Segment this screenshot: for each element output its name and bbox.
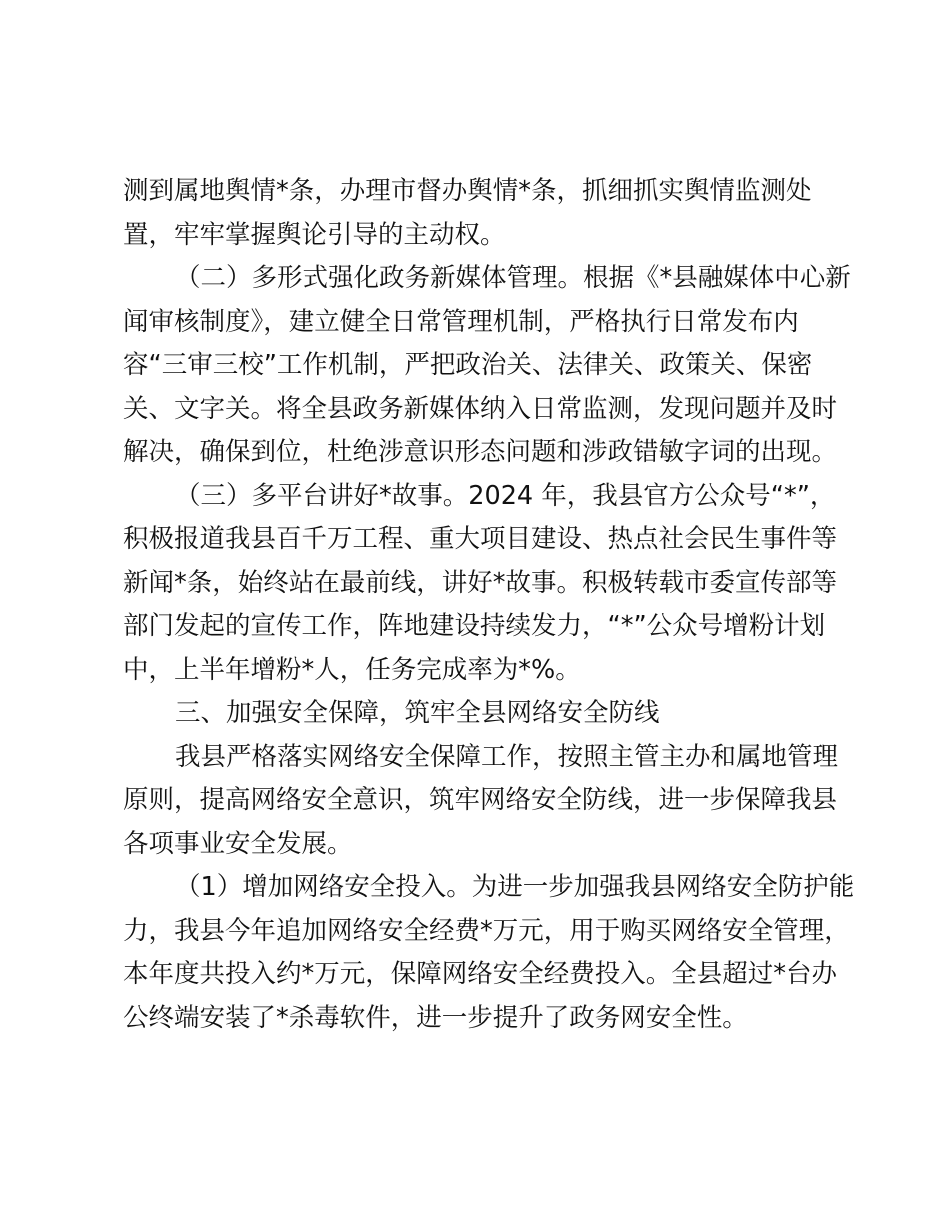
text-line: 积极报道我县百千万工程、重大项目建设、热点社会民生事件等 xyxy=(123,524,838,554)
text-line: 各项事业安全发展。 xyxy=(123,828,353,859)
text-line: （1）增加网络安全投入。为进一步加强我县网络安全防护能 xyxy=(175,872,855,902)
text-line: 容“三审三校”工作机制，严把政治关、法律关、政策关、保密 xyxy=(123,350,813,380)
text-line: 原则，提高网络安全意识，筑牢网络安全防线，进一步保障我县 xyxy=(123,785,838,815)
text-line: （三）多平台讲好*故事。2024 年，我县官方公众号“*”， xyxy=(175,480,836,511)
text-line: 我县严格落实网络安全保障工作，按照主管主办和属地管理 xyxy=(175,741,839,772)
text-line: （二）多形式强化政务新媒体管理。根据《*县融媒体中心新 xyxy=(175,263,851,293)
text-line: 力，我县今年追加网络安全经费*万元，用于购买网络安全管理， xyxy=(123,915,850,946)
text-line: 置，牢牢掌握舆论引导的主动权。 xyxy=(123,219,506,250)
text-line: 公终端安装了*杀毒软件，进一步提升了政务网安全性。 xyxy=(123,1002,748,1033)
text-line: 本年度共投入约*万元，保障网络安全经费投入。全县超过*台办 xyxy=(123,959,838,989)
text-line: 部门发起的宣传工作，阵地建设持续发力，“*”公众号增粉计划 xyxy=(123,611,826,641)
text-line: 测到属地舆情*条，办理市督办舆情*条，抓细抓实舆情监测处 xyxy=(123,176,812,206)
text-line: 新闻*条，始终站在最前线，讲好*故事。积极转载市委宣传部等 xyxy=(123,567,838,598)
section-heading: 三、加强安全保障，筑牢全县网络安全防线 xyxy=(175,698,660,728)
text-line: 关、文字关。将全县政务新媒体纳入日常监测，发现问题并及时 xyxy=(123,393,838,424)
text-line: 闻审核制度》，建立健全日常管理机制，严格执行日常发布内 xyxy=(123,306,799,337)
text-line: 解决，确保到位，杜绝涉意识形态问题和涉政错敏字词的出现。 xyxy=(123,437,838,467)
document-body xyxy=(123,170,855,1040)
text-line: 中，上半年增粉*人，任务完成率为*%。 xyxy=(123,654,581,685)
